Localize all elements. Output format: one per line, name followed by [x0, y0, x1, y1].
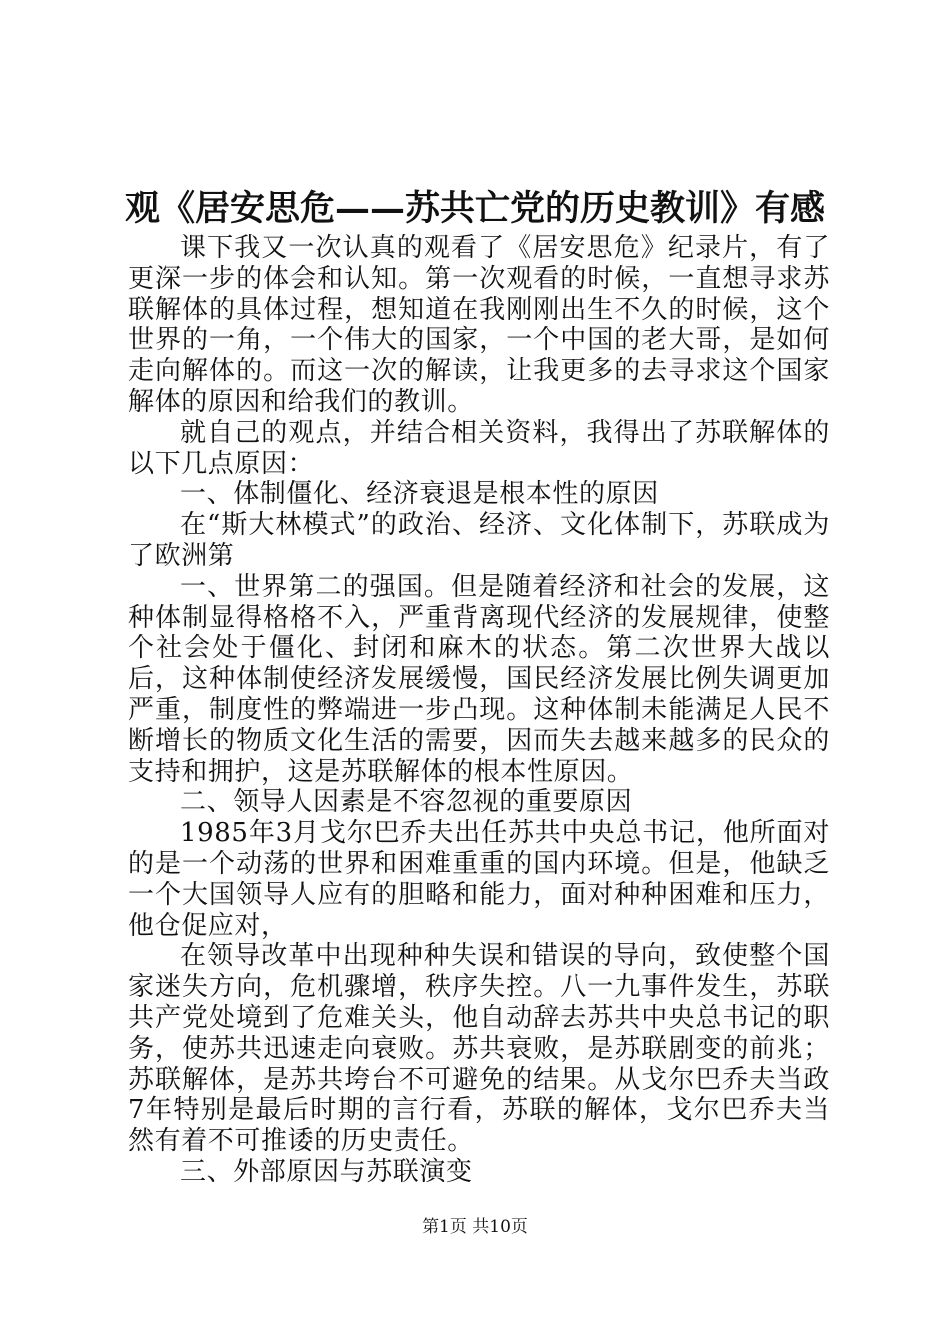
paragraph: 一、世界第二的强国。但是随着经济和社会的发展，这种体制显得格格不入，严重背离现代经济的发展规律，使整个社会处于僵化、封闭和麻木的状态。第二次世界大战以后，这种体制使经济发展缓慢，国民经济发展比例失调更加严重，制度性的弊端进一步凸现。这种体制未能满足人民不断增长的物质文化生活的需要，因而失去越来越多的民众的支持和拥护，这是苏联解体的根本性原因。: [128, 571, 830, 787]
section-heading: 三、外部原因与苏联演变: [180, 1156, 473, 1187]
paragraph: 1985年3月戈尔巴乔夫出任苏共中央总书记，他所面对的是一个动荡的世界和困难重重的国内环境。但是，他缺乏一个大国领导人应有的胆略和能力，面对种种困难和压力，他仓促应对，: [128, 818, 830, 941]
paragraph: 在领导改革中出现种种失误和错误的导向，致使整个国家迷失方向，危机骤增，秩序失控。八一九事件发生，苏联共产党处境到了危难关头，他自动辞去苏共中央总书记的职务，使苏共迅速走向衰败。苏共衰败，是苏联剧变的前兆；苏联解体，是苏共垮台不可避免的结果。从戈尔巴乔夫当政7年特别是最后时期的言行看，苏联的解体，戈尔巴乔夫当然有着不可推诿的历史责任。: [128, 941, 830, 1157]
document-title: 观《居安思危——苏共亡党的历史教训》有感: [124, 188, 825, 229]
paragraph: 课下我又一次认真的观看了《居安思危》纪录片，有了更深一步的体会和认知。第一次观看的时候，一直想寻求苏联解体的具体过程，想知道在我刚刚出生不久的时候，这个世界的一角，一个伟大的国家，一个中国的老大哥，是如何走向解体的。而这一次的解读，让我更多的去寻求这个国家解体的原因和给我们的教训。: [128, 233, 830, 417]
section-heading: 二、领导人因素是不容忽视的重要原因: [180, 787, 633, 818]
paragraph: 就自己的观点，并结合相关资料，我得出了苏联解体的以下几点原因：: [128, 417, 830, 479]
paragraph: 在“斯大林模式”的政治、经济、文化体制下，苏联成为了欧洲第: [128, 510, 830, 571]
document-body: [128, 233, 830, 1188]
section-heading: 一、体制僵化、经济衰退是根本性的原因: [180, 479, 659, 510]
page-footer: 第1页 共10页: [422, 1217, 528, 1237]
